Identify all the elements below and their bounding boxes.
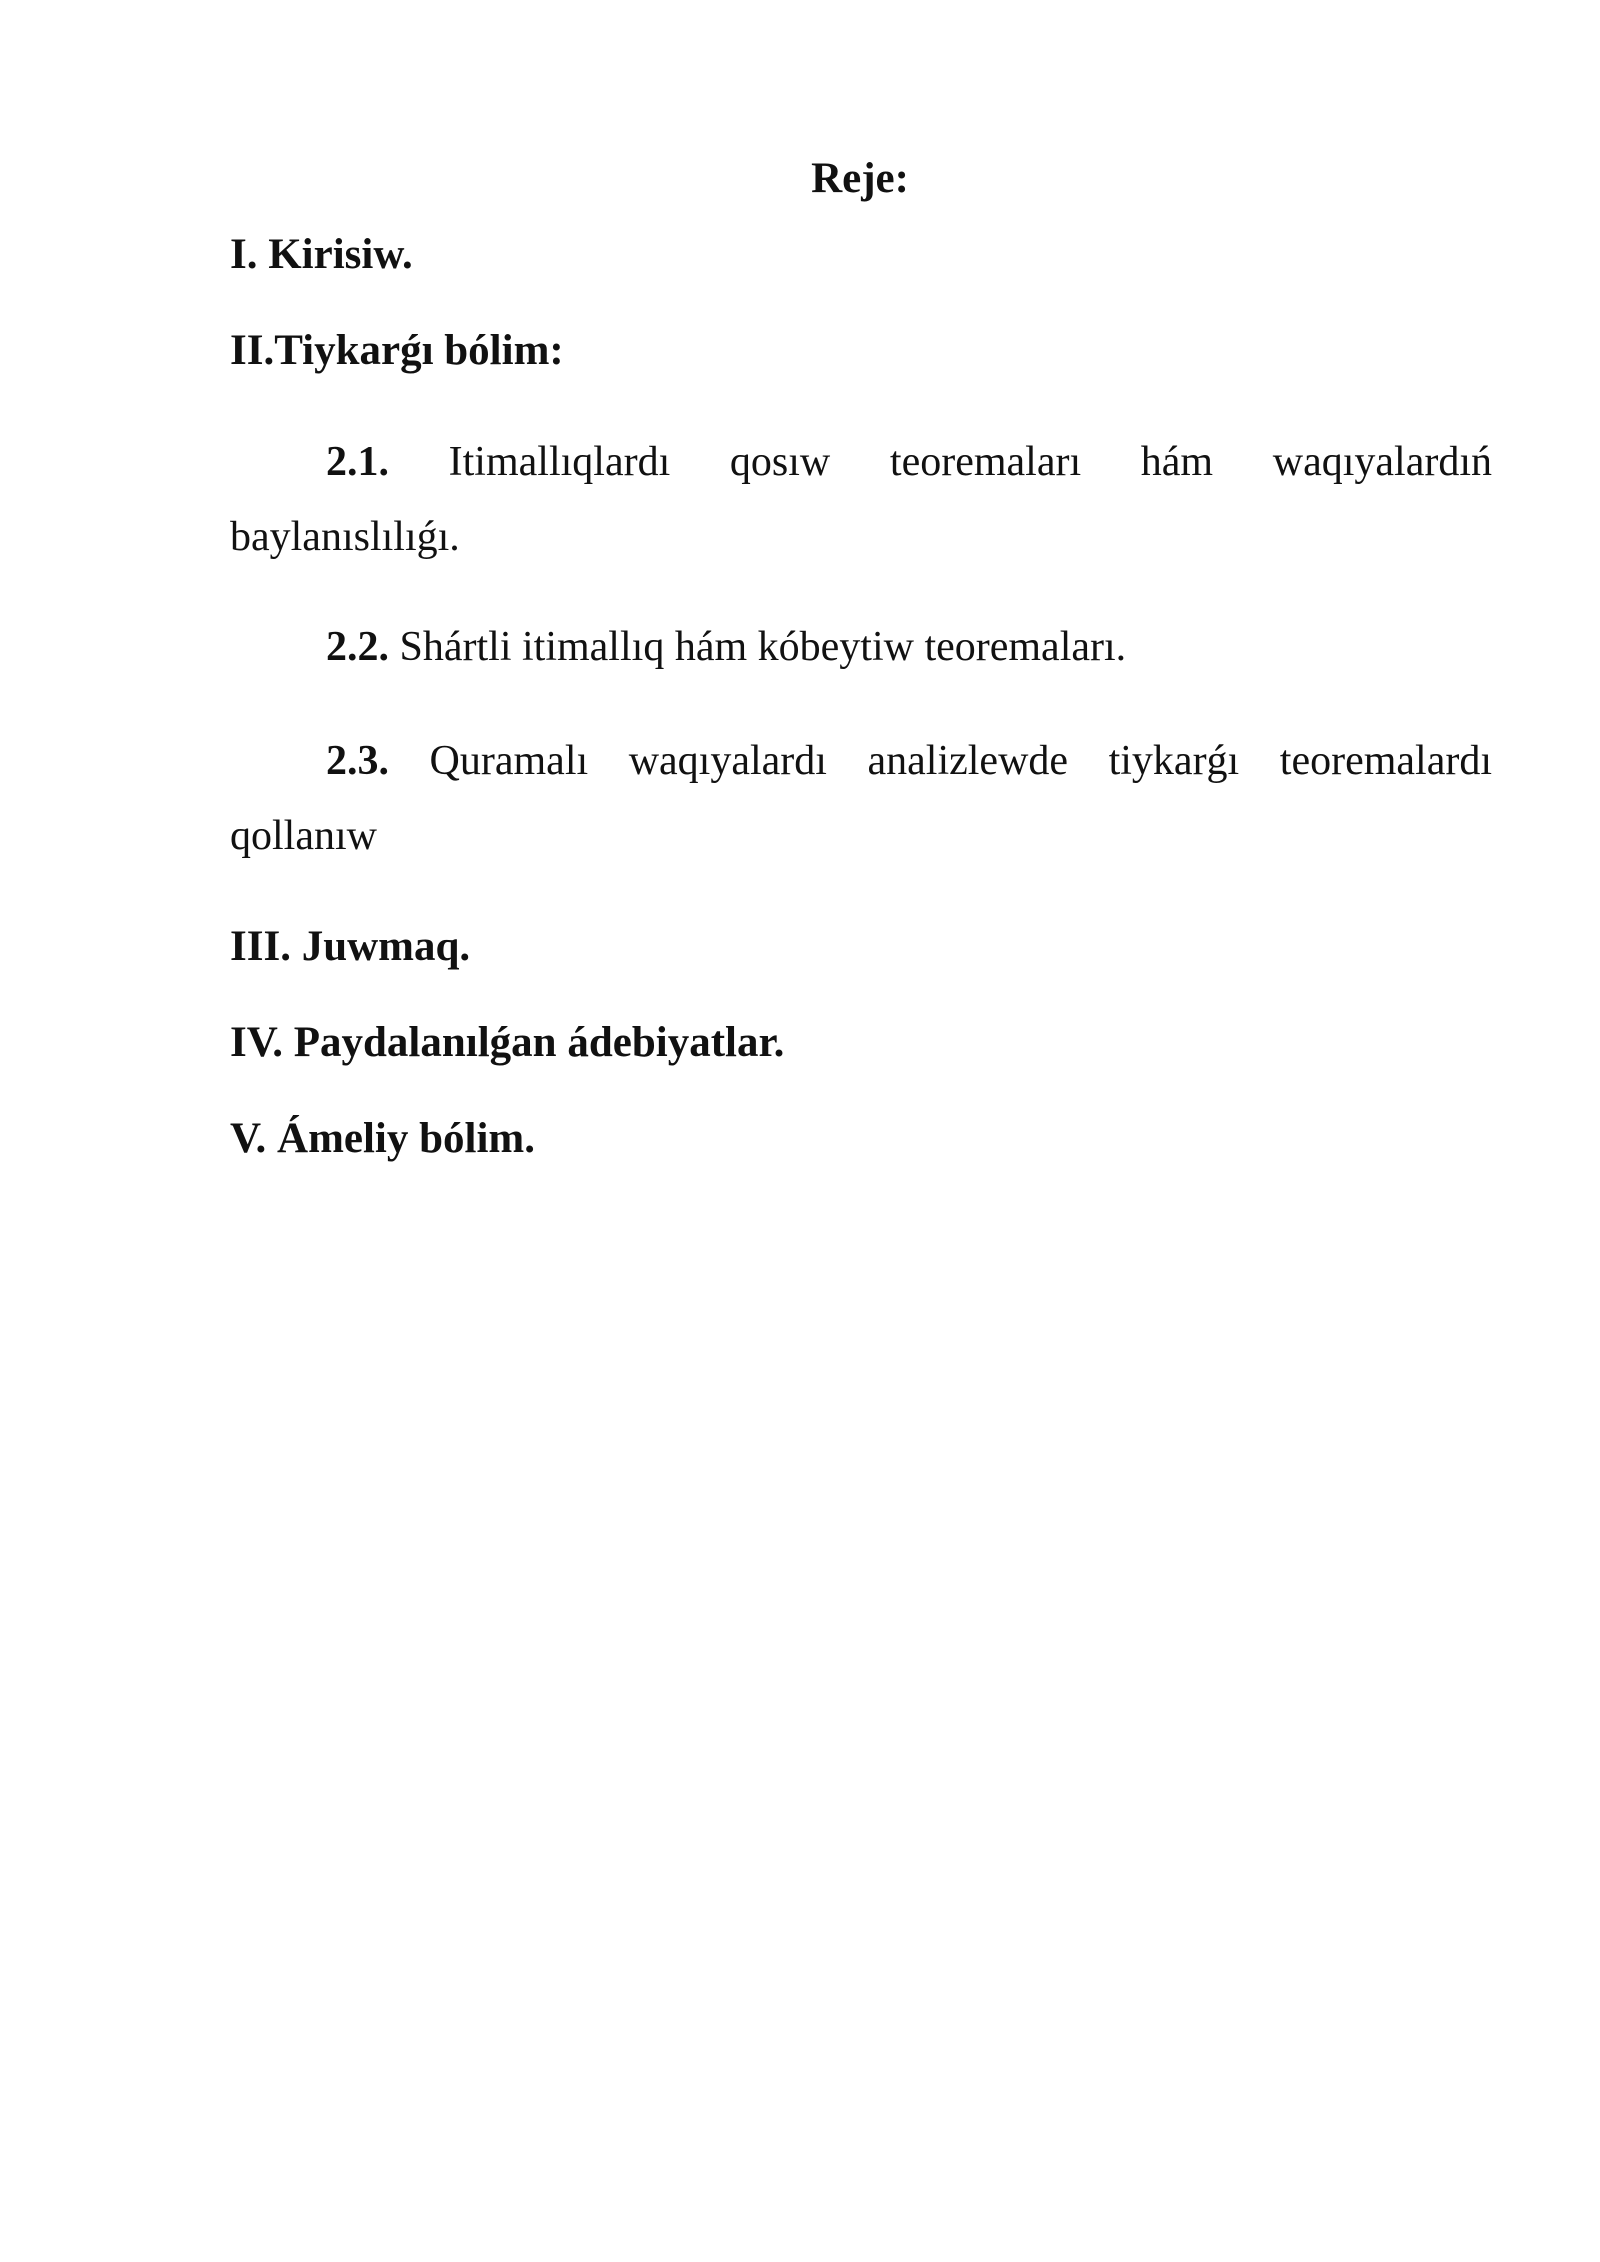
subsection-2-1-number: 2.1. xyxy=(326,439,389,485)
section-literature: IV. Paydalanılǵan ádebiyatlar. xyxy=(230,1019,785,1066)
section-main: II.Tiykarǵı bólim: xyxy=(230,327,564,374)
subsection-2-2-number: 2.2. xyxy=(326,624,389,670)
subsection-2-2 xyxy=(230,610,1492,685)
subsection-2-2-text: Shártli itimallıq hám kóbeytiw teoremaları. xyxy=(399,624,1127,670)
subsection-2-1 xyxy=(230,425,1492,575)
section-conclusion: III. Juwmaq. xyxy=(230,923,471,970)
subsection-2-1-text: Itimallıqlardı qosıw teoremaları hám waqıyalardıń xyxy=(448,439,1492,485)
subsection-2-1-continuation: baylanıslılıǵı. xyxy=(230,514,460,560)
subsection-2-3-continuation: qollanıw xyxy=(230,813,377,859)
section-practical: V. Ámeliy bólim. xyxy=(230,1115,535,1162)
section-intro: I. Kirisiw. xyxy=(230,231,413,278)
subsection-2-3-number: 2.3. xyxy=(326,738,389,784)
page-title: Reje: xyxy=(811,155,909,202)
subsection-2-3-line1 xyxy=(230,724,1492,799)
subsection-2-3 xyxy=(230,724,1492,874)
subsection-2-3-text: Quramalı waqıyalardı analizlewde tiykarǵı teoremalardı xyxy=(429,738,1492,784)
subsection-2-1-line1 xyxy=(230,425,1492,500)
